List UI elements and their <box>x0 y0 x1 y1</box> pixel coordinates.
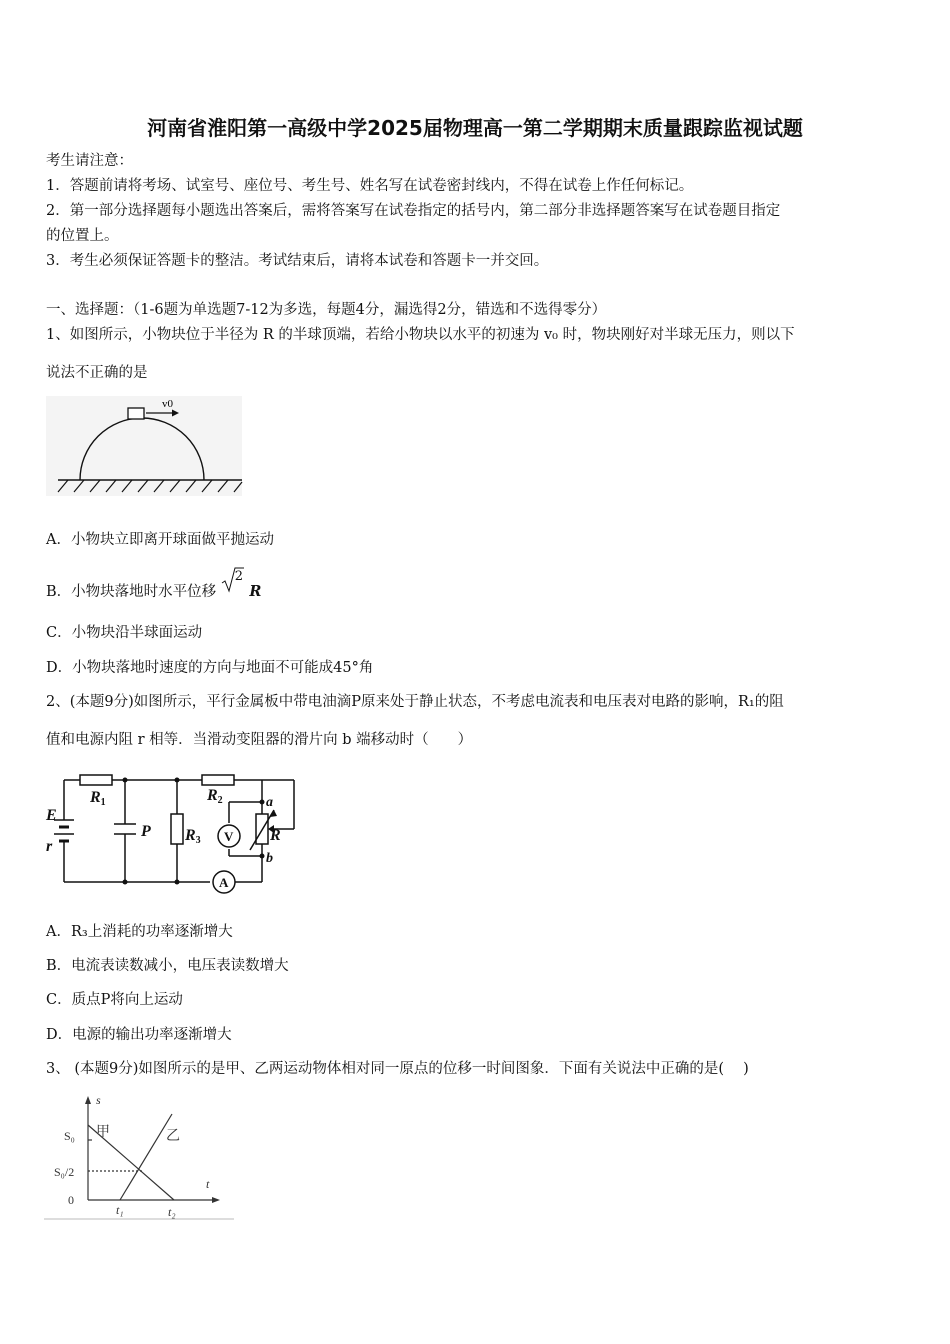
option-b: B．电流表读数减小，电压表读数增大 <box>46 958 289 974</box>
r1-label: R <box>90 789 101 806</box>
block-shape <box>128 408 144 419</box>
terminal-a-label: a <box>266 795 273 810</box>
question-3-text: 3、 (本题9分)如图所示的是甲、乙两运动物体相对同一原点的位移一时间图象．下面有关说法中正确的是( ) <box>46 1061 749 1077</box>
sqrt-value: 2 <box>234 569 244 584</box>
notice-item: 2．第一部分选择题每小题选出答案后，需将答案写在试卷指定的括号内，第二部分非选择题答案写在试卷题目指定 <box>46 203 781 219</box>
velocity-label: v0 <box>162 398 173 410</box>
s-axis-label: s <box>96 1093 101 1107</box>
option-a: A．小物块立即离开球面做平抛运动 <box>46 532 274 548</box>
terminal-b-label: b <box>266 851 273 866</box>
emf-label: E <box>46 807 57 824</box>
oil-drop-label: P <box>141 823 151 840</box>
t1-label: t₁ <box>116 1203 124 1217</box>
ammeter-icon: A <box>219 875 229 890</box>
internal-resistance-label: r <box>46 838 53 855</box>
radius-symbol: R <box>249 583 262 600</box>
hemisphere-figure <box>46 396 246 501</box>
r3-subscript: 3 <box>195 835 201 846</box>
option-c: C．质点P将向上运动 <box>46 992 183 1008</box>
notice-item: 的位置上。 <box>46 228 119 244</box>
jia-label: 甲 <box>96 1125 110 1140</box>
option-d: D．小物块落地时速度的方向与地面不可能成45°角 <box>46 660 374 676</box>
s0-label: S₀ <box>64 1129 75 1143</box>
question-1-text: 1、如图所示，小物块位于半径为 R 的半球顶端，若给小物块以水平的初速为 v₀ 时，物块刚好对半球无压力，则以下 <box>46 327 795 343</box>
notice-heading: 考生请注意： <box>46 153 133 169</box>
r1-subscript: 1 <box>100 797 106 808</box>
option-b <box>46 569 262 601</box>
svg-text:R3 <box>184 827 201 846</box>
option-c: C．小物块沿半球面运动 <box>46 625 203 641</box>
voltmeter-icon: V <box>224 829 234 844</box>
section-heading: 一、选择题：（1-6题为单选题7-12为多选，每题4分，漏选得2分，错选和不选得零分） <box>46 302 607 318</box>
notice-item: 3．考生必须保证答题卡的整洁。考试结束后，请将本试卷和答题卡一并交回。 <box>46 253 549 269</box>
t-axis-label: t <box>206 1177 210 1191</box>
question-2-text: 2、(本题9分)如图所示，平行金属板中带电油滴P原来处于静止状态，不考虑电流表和电压表对电路的影响，R₁的阻 <box>46 694 784 710</box>
t2-label: t₂ <box>168 1205 176 1219</box>
question-1-text: 说法不正确的是 <box>46 365 148 381</box>
origin-label: 0 <box>68 1193 74 1207</box>
yi-label: 乙 <box>166 1129 180 1144</box>
svg-text:R2 <box>206 787 223 806</box>
circuit-figure <box>44 770 302 900</box>
svg-text:R1 <box>89 789 106 808</box>
sqrt-expression <box>221 569 245 596</box>
s0-half-label: S₀/2 <box>54 1165 75 1179</box>
r2-subscript: 2 <box>217 795 223 806</box>
option-d: D．电源的输出功率逐渐增大 <box>46 1027 232 1043</box>
displacement-time-graph <box>44 1092 236 1222</box>
notice-item: 1．答题前请将考场、试室号、座位号、考生号、姓名写在试卷密封线内，不得在试卷上作任何标记。 <box>46 178 694 194</box>
r3-label: R <box>185 827 196 844</box>
option-b-text: B．小物块落地时水平位移 <box>46 584 217 600</box>
option-a: A．R₃上消耗的功率逐渐增大 <box>46 924 233 940</box>
r2-label: R <box>207 787 218 804</box>
rheostat-label: R <box>270 827 281 844</box>
question-2-text: 值和电源内阻 r 相等．当滑动变阻器的滑片向 b 端移动时（ ） <box>46 732 473 748</box>
page-title: 河南省淮阳第一高级中学2025届物理高一第二学期期末质量跟踪监视试题 <box>147 116 803 140</box>
